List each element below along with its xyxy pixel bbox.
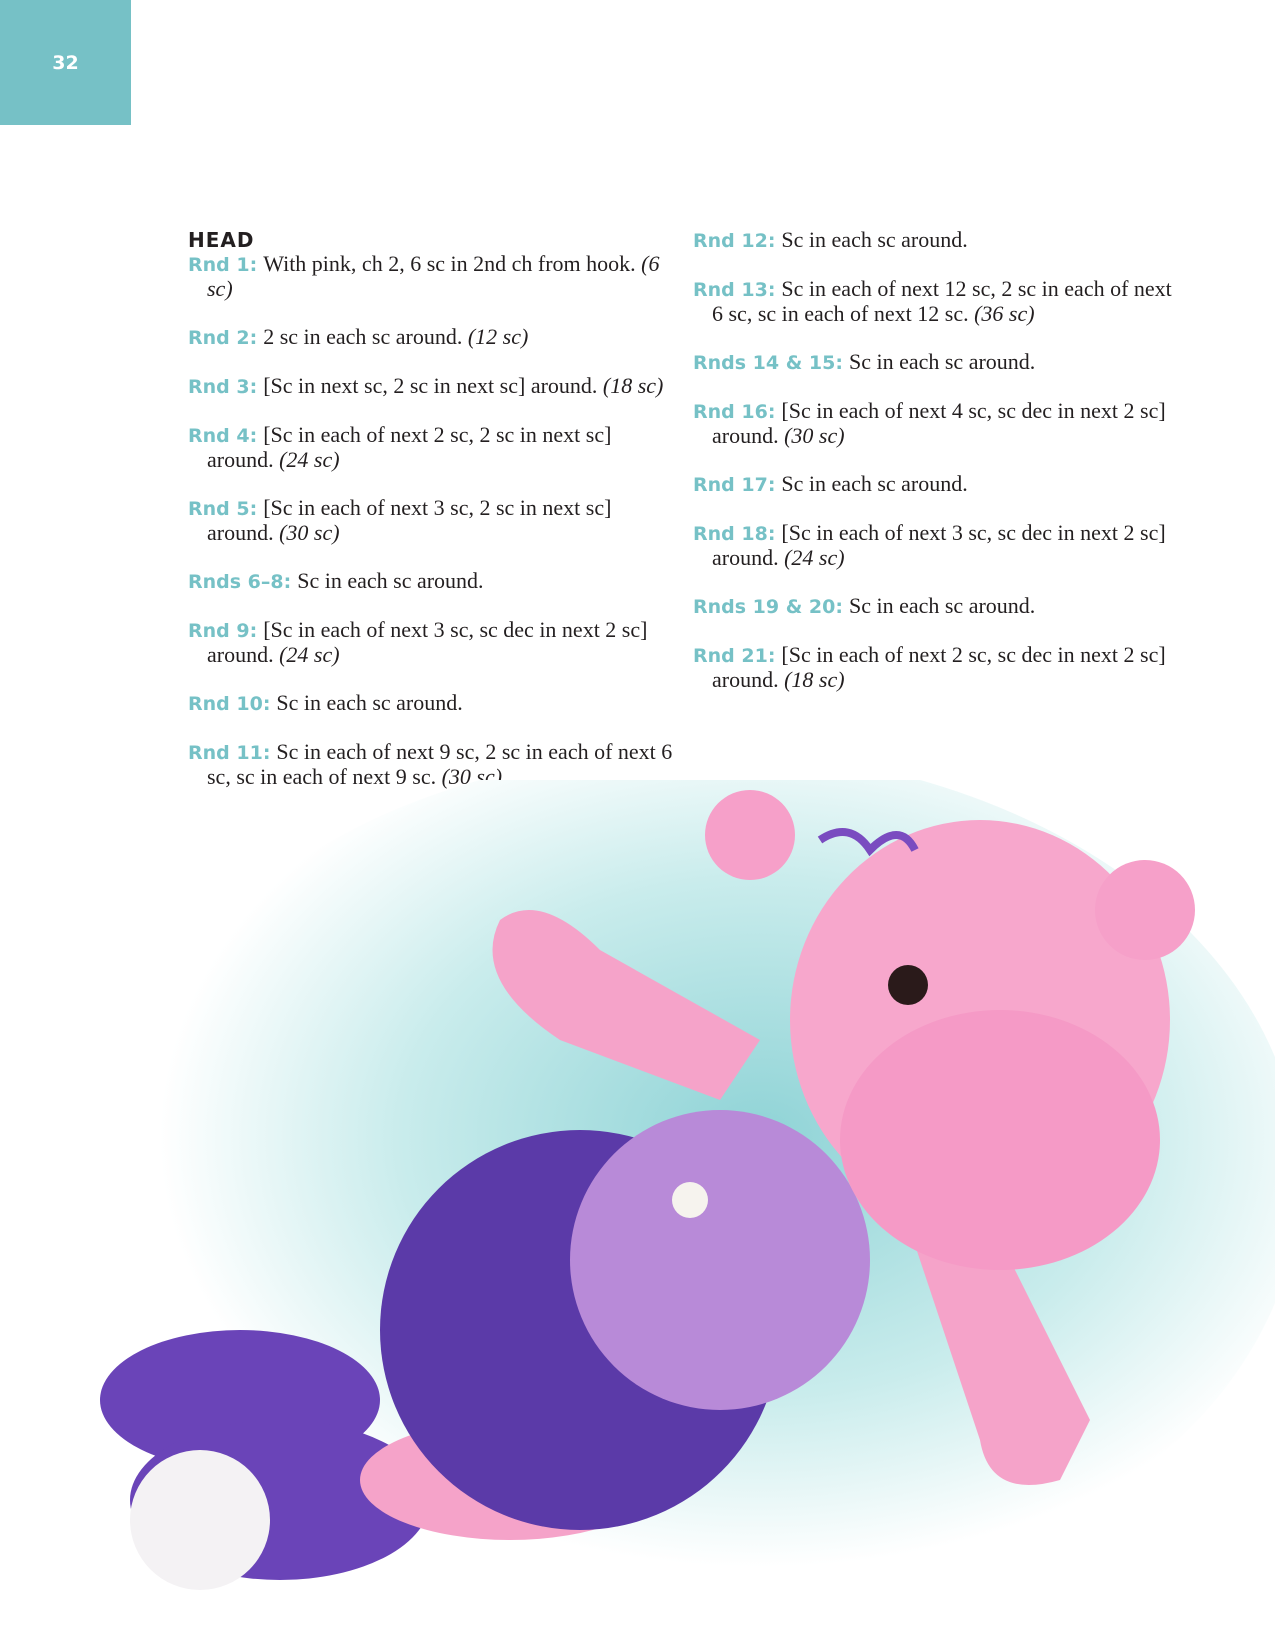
round-label: Rnd 3: xyxy=(188,376,258,398)
stitch-count: (24 sc) xyxy=(784,545,845,570)
pattern-round xyxy=(693,399,1183,448)
round-instruction: With pink, ch 2, 6 sc in 2nd ch from hook. xyxy=(263,251,636,276)
stitch-count: (24 sc) xyxy=(279,447,340,472)
round-label: Rnd 10: xyxy=(188,693,271,715)
round-label: Rnd 21: xyxy=(693,645,776,667)
section-title: HEAD xyxy=(188,228,255,252)
round-instruction: Sc in each sc around. xyxy=(276,690,463,715)
pattern-round xyxy=(188,691,678,716)
pattern-round xyxy=(188,374,678,399)
pattern-round xyxy=(188,496,678,545)
round-label: Rnds 19 & 20: xyxy=(693,596,843,618)
pattern-round xyxy=(693,277,1183,326)
round-label: Rnd 1: xyxy=(188,254,258,276)
pattern-round xyxy=(693,350,1183,375)
pattern-round xyxy=(188,569,678,594)
round-instruction: [Sc in each of next 3 sc, 2 sc in next sc] around. xyxy=(207,495,612,545)
round-instruction: [Sc in each of next 3 sc, sc dec in next 2 sc] around. xyxy=(207,617,648,667)
round-label: Rnd 11: xyxy=(188,742,271,764)
page-number: 32 xyxy=(0,0,131,125)
stitch-count: (18 sc) xyxy=(784,667,845,692)
pattern-round xyxy=(188,325,678,350)
round-instruction: Sc in each sc around. xyxy=(848,349,1036,374)
pattern-round xyxy=(693,472,1183,497)
stitch-count: (30 sc) xyxy=(279,520,340,545)
stitch-count: (30 sc) xyxy=(441,764,503,789)
stitch-count: (12 sc) xyxy=(467,324,529,349)
round-instruction: [Sc in each of next 4 sc, sc dec in next 2 sc] around. xyxy=(712,398,1166,448)
round-instruction: Sc in each of next 9 sc, 2 sc in each of next 6 sc, sc in each of next 9 sc. xyxy=(207,739,673,789)
pattern-round xyxy=(693,521,1183,570)
pattern-round xyxy=(693,228,1183,253)
round-label: Rnd 2: xyxy=(188,327,258,349)
round-instruction: Sc in each sc around. xyxy=(848,593,1036,618)
round-label: Rnd 5: xyxy=(188,498,258,520)
round-instruction: Sc in each sc around. xyxy=(781,227,968,252)
left-column xyxy=(188,228,678,813)
round-label: Rnd 17: xyxy=(693,474,776,496)
stitch-count: (24 sc) xyxy=(279,642,340,667)
stitch-count: (30 sc) xyxy=(784,423,845,448)
round-instruction: Sc in each sc around. xyxy=(297,568,484,593)
pattern-round xyxy=(188,618,678,667)
stitch-count: (36 sc) xyxy=(974,301,1035,326)
round-instruction: [Sc in each of next 2 sc, 2 sc in next sc] around. xyxy=(207,422,612,472)
round-instruction: 2 sc in each sc around. xyxy=(263,324,463,349)
round-label: Rnd 12: xyxy=(693,230,776,252)
stitch-count: (6 sc) xyxy=(207,251,660,301)
round-label: Rnd 18: xyxy=(693,523,776,545)
round-instruction: [Sc in each of next 2 sc, sc dec in next 2 sc] around. xyxy=(712,642,1166,692)
pattern-round xyxy=(693,594,1183,619)
pattern-round xyxy=(693,643,1183,692)
pattern-round xyxy=(188,423,678,472)
round-label: Rnd 4: xyxy=(188,425,258,447)
round-label: Rnd 9: xyxy=(188,620,258,642)
stitch-count: (18 sc) xyxy=(602,373,664,398)
crochet-hippo-photo xyxy=(0,780,1275,1631)
pattern-round xyxy=(188,252,678,301)
round-label: Rnd 16: xyxy=(693,401,776,423)
round-label: Rnds 14 & 15: xyxy=(693,352,843,374)
round-instruction: Sc in each of next 12 sc, 2 sc in each of next 6 sc, sc in each of next 12 sc. xyxy=(712,276,1172,326)
round-label: Rnds 6–8: xyxy=(188,571,292,593)
round-label: Rnd 13: xyxy=(693,279,776,301)
round-instruction: [Sc in each of next 3 sc, sc dec in next 2 sc] around. xyxy=(712,520,1166,570)
round-instruction: Sc in each sc around. xyxy=(781,471,968,496)
right-column xyxy=(693,228,1183,716)
round-instruction: [Sc in next sc, 2 sc in next sc] around. xyxy=(263,373,598,398)
